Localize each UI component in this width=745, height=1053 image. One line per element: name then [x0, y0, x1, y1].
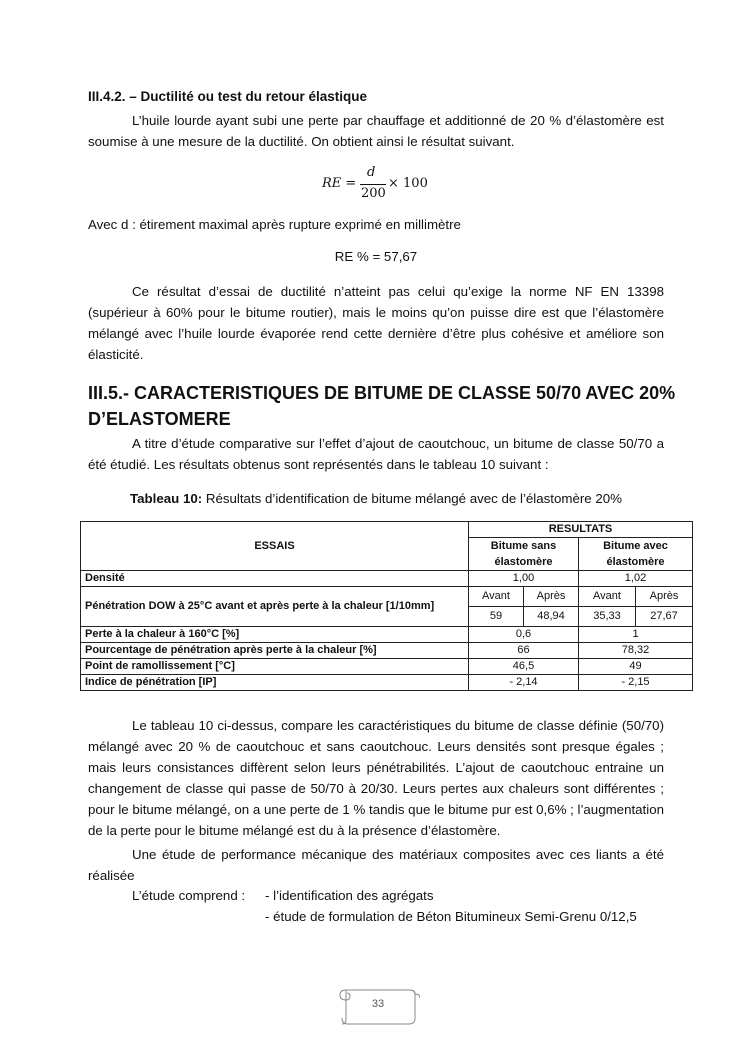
- header-bitume-avec: Bitume avec élastomère: [579, 538, 693, 571]
- table-caption-label: Tableau 10:: [130, 491, 203, 506]
- cell-sans-apres: 48,94: [524, 607, 579, 627]
- table-row: [81, 571, 693, 587]
- paragraph-performance-study: Une étude de performance mécanique des matériaux composites avec ces liants a été réalisée: [88, 847, 664, 883]
- table-caption-text: Résultats d’identification de bitume mélangé avec de l’élastomère 20%: [202, 491, 622, 506]
- row-label-perte: Perte à la chaleur à 160°C [%]: [81, 627, 469, 643]
- table-row: [81, 675, 693, 691]
- table-row: [81, 587, 693, 607]
- paragraph-ductility-conclusion: Ce résultat d’essai de ductilité n’atteint pas celui qu’exige la norme NF EN 13398 (supérieur à 60% pour le bitume routier), mais le moins qu’on puisse dire est que l’élastomère mélangé avec l’huile lourde évaporée rend cette dernière d’être plus cohésive et améliore son élasticité.: [88, 284, 664, 362]
- cell-densite-avec: 1,02: [579, 571, 693, 587]
- fraction-bar: [360, 184, 386, 185]
- subsection-heading: III.4.2. – Ductilité ou test du retour élastique: [88, 89, 368, 104]
- paragraph-comparative: A titre d’étude comparative sur l’effet d’ajout de caoutchouc, un bitume de classe 50/70 a été étudié. Les résultats obtenus sont représentés dans le tableau 10 suivant :: [88, 436, 664, 472]
- cell-avec-apres-label: Après: [636, 587, 693, 607]
- cell-pourcentage-sans: 66: [469, 643, 579, 659]
- page-number: 33: [371, 998, 385, 1010]
- formula-denominator: 200: [361, 186, 386, 201]
- cell-perte-sans: 0,6: [469, 627, 579, 643]
- results-table: [80, 521, 693, 691]
- cell-indice-avec: - 2,15: [579, 675, 693, 691]
- row-label-indice: Indice de pénétration [IP]: [81, 675, 469, 691]
- row-label-densite: Densité: [81, 571, 469, 587]
- cell-sans-avant-label: Avant: [469, 587, 524, 607]
- header-resultats: RESULTATS: [469, 522, 693, 538]
- cell-sans-avant: 59: [469, 607, 524, 627]
- result-re-percent: RE % = 57,67: [334, 249, 418, 264]
- cell-perte-avec: 1: [579, 627, 693, 643]
- row-label-penetration: Pénétration DOW à 25°C avant et après perte à la chaleur [1/10mm]: [81, 587, 469, 627]
- header-essais: ESSAIS: [81, 522, 469, 571]
- cell-densite-sans: 1,00: [469, 571, 579, 587]
- formula-numerator: d: [367, 165, 376, 180]
- header-bitume-sans: Bitume sans élastomère: [469, 538, 579, 571]
- table-row: [81, 627, 693, 643]
- table-header-row: [81, 522, 693, 538]
- paragraph-definition-d: Avec d : étirement maximal après rupture exprimé en millimètre: [88, 217, 461, 232]
- section-heading-line1: III.5.- CARACTERISTIQUES DE BITUME DE CLASSE 50/70 AVEC 20%: [88, 383, 676, 403]
- table-row: [81, 643, 693, 659]
- list-item: - l’identification des agrégats: [265, 888, 434, 903]
- row-label-ramollissement: Point de ramollissement [°C]: [81, 659, 469, 675]
- table-row: [81, 659, 693, 675]
- cell-indice-sans: - 2,14: [469, 675, 579, 691]
- study-label: L’étude comprend :: [132, 888, 246, 903]
- cell-avec-avant-label: Avant: [579, 587, 636, 607]
- cell-ramollissement-avec: 49: [579, 659, 693, 675]
- section-heading-line2: D’ELASTOMERE: [88, 409, 231, 429]
- cell-pourcentage-avec: 78,32: [579, 643, 693, 659]
- page-number-scroll: [336, 984, 410, 1026]
- formula-rhs: × 100: [388, 176, 428, 191]
- table-caption: [88, 491, 664, 506]
- formula-re: [310, 165, 450, 205]
- cell-avec-avant: 35,33: [579, 607, 636, 627]
- cell-ramollissement-sans: 46,5: [469, 659, 579, 675]
- cell-avec-apres: 27,67: [636, 607, 693, 627]
- paragraph-ductility-intro: L’huile lourde ayant subi une perte par chauffage et additionné de 20 % d’élastomère est soumise à une mesure de la ductilité. On obtient ainsi le résultat suivant.: [88, 113, 664, 149]
- row-label-pourcentage: Pourcentage de pénétration après perte à la chaleur [%]: [81, 643, 469, 659]
- paragraph-table-discussion: Le tableau 10 ci-dessus, compare les caractéristiques du bitume de classe définie (50/70) mélangé avec 20 % de caoutchouc et sans caoutchouc. Leurs densités sont presque égales ; mais leurs consistances diffèrent selon leurs pénétrabilités. L’ajout de caoutchouc entraine un changement de classe qui passe de 50/70 à 20/30. Leurs pertes aux chaleurs sont différentes ; pour le bitume mélangé, on a une perte de 1 % tandis que le bitume pur est 0,6% ; l’augmentation de la perte pour le bitume mélangé est du à la présence d’élastomère.: [88, 718, 664, 838]
- list-item: - étude de formulation de Béton Bitumineux Semi-Grenu 0/12,5: [265, 909, 637, 924]
- cell-sans-apres-label: Après: [524, 587, 579, 607]
- formula-lhs: RE =: [322, 176, 357, 191]
